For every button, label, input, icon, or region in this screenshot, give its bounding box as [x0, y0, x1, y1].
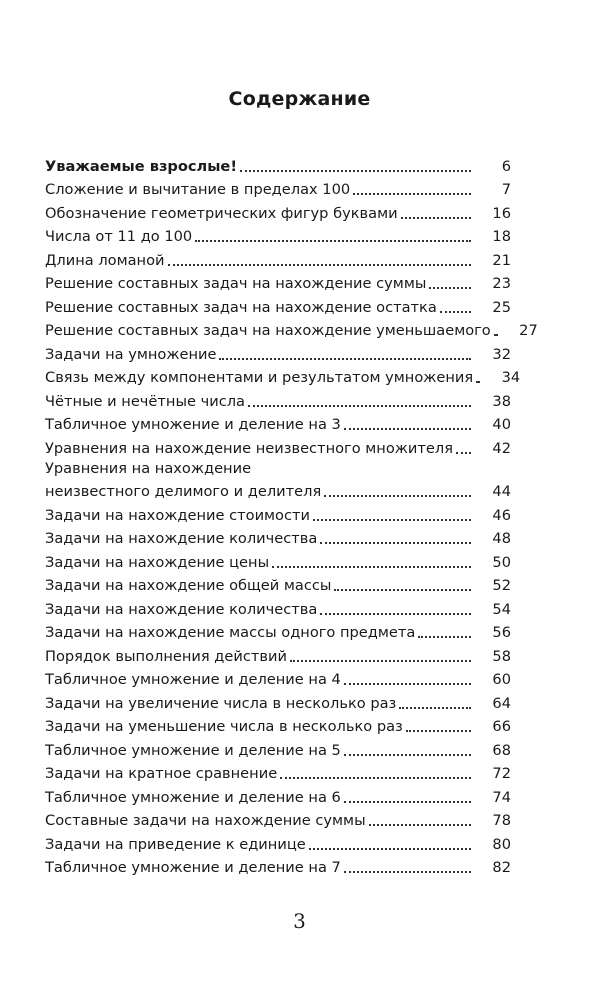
toc-entry-title: Уважаемые взрослые! [45, 157, 237, 175]
toc-entry[interactable] [45, 736, 511, 760]
toc-entry-title: Числа от 11 до 100 [45, 228, 193, 245]
toc-entry[interactable] [45, 246, 511, 270]
toc-dot-leader [320, 612, 471, 615]
toc-entry-title: Задачи на нахождение общей массы [45, 577, 332, 594]
toc-entry[interactable] [45, 854, 511, 878]
toc-entry-title: Составные задачи на нахождение суммы [45, 812, 366, 829]
toc-entry-page: 54 [492, 600, 511, 618]
toc-dot-leader [290, 659, 471, 662]
toc-entry-title: Задачи на увеличение числа в несколько раз [45, 694, 397, 712]
toc-entry-page: 16 [492, 204, 511, 222]
toc-entry-title: Сложение и вычитание в пределах 100 [45, 181, 351, 198]
toc-entry-page: 50 [492, 553, 511, 571]
toc-dot-leader [440, 310, 471, 313]
toc-entry[interactable] [45, 458, 511, 478]
toc-entry[interactable] [45, 572, 511, 596]
page-number: 3 [293, 909, 306, 933]
toc-entry[interactable] [45, 619, 511, 643]
toc-entry[interactable] [45, 807, 511, 831]
toc-dot-leader [344, 870, 471, 873]
toc-entry-title: Задачи на приведение к единице [45, 835, 306, 853]
toc-entry-page: 25 [492, 298, 511, 316]
toc-entry-title: Задачи на умножение [45, 345, 217, 363]
toc-entry[interactable] [45, 642, 511, 666]
toc-entry-page: 72 [492, 765, 511, 782]
toc-dot-leader [219, 357, 471, 360]
toc-entry-title: Уравнения на нахождение [45, 459, 252, 477]
toc-entry[interactable] [45, 689, 511, 713]
toc-entry-title: Порядок выполнения действий [45, 647, 287, 665]
toc-entry[interactable] [45, 666, 511, 690]
toc-dot-leader [168, 263, 471, 266]
toc-entry-page: 42 [492, 439, 511, 457]
toc-entry[interactable] [45, 525, 511, 549]
toc-dot-leader [353, 192, 471, 195]
toc-entry-page: 18 [492, 228, 511, 245]
toc-dot-leader [344, 682, 471, 685]
toc-dot-leader [280, 776, 471, 779]
toc-entry-page: 46 [492, 506, 511, 524]
toc-entry[interactable] [45, 293, 511, 317]
toc-entry-title: Задачи на нахождение стоимости [45, 506, 310, 524]
toc-entry[interactable] [45, 478, 511, 502]
toc-entry[interactable] [45, 152, 511, 176]
toc-dot-leader [344, 800, 471, 803]
toc-entry-title: Уравнения на нахождение неизвестного множителя [45, 439, 453, 457]
toc-dot-leader [369, 823, 471, 826]
toc-entry-page: 6 [501, 157, 511, 175]
toc-entry[interactable] [45, 783, 511, 807]
toc-entry[interactable] [45, 340, 511, 364]
toc-entry[interactable] [45, 223, 511, 247]
toc-entry-page: 64 [492, 694, 511, 712]
toc-dot-leader [240, 169, 471, 172]
toc-dot-leader [399, 706, 471, 709]
toc-entry-title: Задачи на нахождение количества [45, 600, 318, 618]
toc-entry-title: Решение составных задач на нахождение остатка [45, 298, 437, 316]
toc-entry[interactable] [45, 199, 511, 223]
toc-entry-title: Задачи на уменьшение числа в несколько раз [45, 718, 403, 735]
toc-entry[interactable] [45, 411, 511, 435]
toc-entry-page: 48 [492, 530, 511, 547]
toc-entry-page: 74 [492, 788, 511, 806]
toc-entry-page: 58 [492, 647, 511, 665]
toc-dot-leader [429, 286, 471, 289]
toc-dot-leader [195, 239, 471, 242]
toc-entry-page: 56 [492, 624, 511, 641]
toc-entry-page: 68 [492, 741, 511, 759]
toc-entry-title: Табличное умножение и деление на 7 [45, 859, 341, 876]
toc-entry-page: 23 [492, 275, 511, 292]
toc-entry[interactable] [45, 434, 511, 458]
toc-dot-leader [401, 216, 471, 219]
toc-entry-page: 78 [492, 812, 511, 829]
page-title: Содержание [228, 88, 371, 110]
toc-entry[interactable] [45, 387, 511, 411]
toc-entry-page: 7 [501, 181, 511, 198]
toc-entry-title: Табличное умножение и деление на 6 [45, 788, 341, 806]
toc-entry-title: неизвестного делимого и делителя [45, 483, 322, 500]
toc-entry-title: Решение составных задач на нахождение уменьшаемого [45, 322, 491, 339]
toc-entry[interactable] [45, 595, 511, 619]
toc-entry-page: 80 [492, 835, 511, 853]
toc-entry-page: 21 [492, 251, 511, 269]
toc-entry[interactable] [45, 501, 511, 525]
toc-entry-page: 52 [492, 577, 511, 594]
toc-dot-leader [248, 404, 471, 407]
toc-dot-leader [320, 541, 471, 544]
toc-entry-title: Табличное умножение и деление на 5 [45, 741, 341, 759]
toc-entry-page: 32 [492, 345, 511, 363]
toc-entry-title: Длина ломаной [45, 251, 165, 269]
toc-entry-title: Задачи на нахождение массы одного предмета [45, 624, 416, 641]
toc-entry-page: 44 [492, 483, 511, 500]
toc-dot-leader [418, 635, 471, 638]
toc-entry-title: Обозначение геометрических фигур буквами [45, 204, 398, 222]
toc-entry-title: Чётные и нечётные числа [45, 392, 245, 410]
toc-entry-page: 34 [501, 369, 521, 386]
toc-dot-leader [309, 847, 471, 850]
toc-entry[interactable] [45, 760, 511, 784]
toc-entry[interactable] [45, 176, 511, 200]
toc-entry[interactable] [45, 364, 521, 388]
toc-entry-title: Связь между компонентами и результатом умножения [45, 369, 474, 386]
toc-dot-leader [344, 753, 471, 756]
toc-dot-leader [406, 729, 471, 732]
toc-dot-leader [324, 494, 471, 497]
toc-entry[interactable] [45, 548, 511, 572]
toc-entry-page: 60 [492, 671, 511, 688]
toc-entry-page: 38 [492, 392, 511, 410]
toc-entry[interactable] [45, 317, 538, 341]
toc-entry[interactable] [45, 713, 511, 737]
toc-entry-title: Задачи на нахождение количества [45, 530, 318, 547]
table-of-contents [45, 152, 538, 877]
toc-entry-page: 66 [492, 718, 511, 735]
toc-entry-title: Задачи на нахождение цены [45, 553, 270, 571]
toc-entry[interactable] [45, 270, 511, 294]
toc-entry-page: 40 [492, 416, 511, 433]
toc-entry-title: Табличное умножение и деление на 3 [45, 416, 341, 433]
toc-entry-title: Задачи на кратное сравнение [45, 765, 278, 782]
toc-entry-page: 82 [492, 859, 511, 876]
toc-dot-leader [334, 588, 471, 591]
toc-entry-title: Табличное умножение и деление на 4 [45, 671, 341, 688]
toc-dot-leader [344, 427, 471, 430]
toc-dot-leader [272, 565, 471, 568]
toc-dot-leader [313, 518, 471, 521]
toc-entry-page: 27 [519, 322, 538, 339]
toc-dot-leader [456, 451, 471, 454]
toc-entry-title: Решение составных задач на нахождение суммы [45, 275, 427, 292]
toc-entry[interactable] [45, 830, 511, 854]
